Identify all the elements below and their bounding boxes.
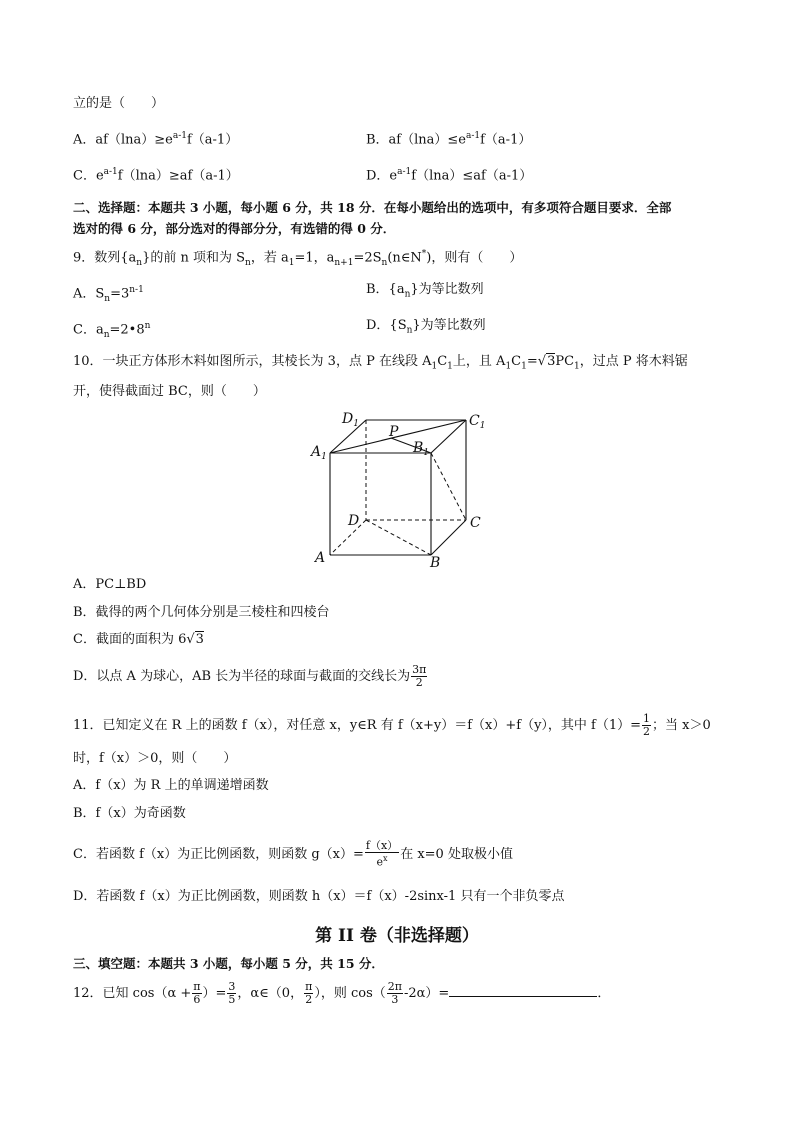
frac-num: 3π bbox=[412, 663, 427, 676]
q10-option-a: A．PC⊥BD bbox=[73, 577, 147, 592]
q11-option-a: A．f（x）为 R 上的单调递增函数 bbox=[73, 778, 269, 793]
q9-c-text: C．a bbox=[73, 322, 104, 338]
q10-s1c: 上，且 A bbox=[452, 354, 506, 369]
frac-den: 5 bbox=[228, 993, 236, 1006]
q12-frac4 bbox=[387, 981, 403, 1006]
q9-sub: n bbox=[245, 257, 251, 268]
section3-heading: 三、填空题：本题共 3 小题，每小题 5 分，共 15 分． bbox=[73, 956, 384, 971]
label-d1: $D_1$ bbox=[342, 411, 359, 429]
q10-stem-line1: 10．一块正方体形木料如图所示，其棱长为 3，点 P 在线段 $A_1C_1$上，且 $A_1C_1=√3PC_1$，过点 P 将木料锯 bbox=[73, 354, 688, 372]
label-c1: $C_1$ bbox=[469, 413, 486, 431]
q11-option-c bbox=[73, 840, 513, 869]
q9-stem-a: 9．数列{a bbox=[73, 250, 137, 266]
q10-s1d: C bbox=[511, 354, 522, 369]
q12-end: ． bbox=[597, 986, 611, 1001]
q9-c-mid: =2•8 bbox=[109, 322, 145, 338]
q9-stem-e: =2S bbox=[353, 250, 382, 266]
q12-answer-blank[interactable] bbox=[449, 982, 597, 997]
q9-a-sup: n-1 bbox=[129, 285, 144, 295]
q9-a-mid: =3 bbox=[110, 286, 130, 302]
q8-a-end: f（a-1） bbox=[186, 132, 239, 148]
q9-a-text: A．S bbox=[73, 286, 105, 302]
q8-stem-end: 立的是（ ） bbox=[73, 96, 165, 111]
frac-num: 3 bbox=[228, 980, 236, 993]
q8-a-sup: a-1 bbox=[172, 131, 187, 141]
q9-stem-c: ，若 a bbox=[250, 250, 289, 266]
label-c: C bbox=[470, 515, 481, 531]
q8-c-text: C．e bbox=[73, 168, 104, 184]
segment-b1c-hidden bbox=[431, 453, 466, 520]
q11-stem-line1 bbox=[73, 713, 711, 738]
q9-d-end: }为等比数列 bbox=[412, 318, 486, 333]
q12-e: -2α）= bbox=[403, 986, 450, 1001]
q8-d-text: D．e bbox=[366, 168, 398, 184]
q9-sub: n bbox=[381, 257, 388, 268]
q10-s1b: C bbox=[437, 354, 448, 369]
q9-sub: 1 bbox=[288, 257, 295, 268]
q10-c-text: C．截面的面积为 6 bbox=[73, 632, 187, 647]
edge-db-hidden bbox=[366, 520, 431, 555]
frac-num: 2π bbox=[387, 980, 402, 993]
q10-sub: 1 bbox=[447, 361, 453, 372]
q9-stem-d: =1，a bbox=[294, 250, 335, 266]
q9-a-sub: n bbox=[104, 293, 111, 304]
frac-num: π bbox=[305, 980, 313, 993]
q9-option-a bbox=[73, 281, 144, 308]
q10-d-text: D．以点 A 为球心，AB 长为半径的球面与截面的交线长为 bbox=[73, 669, 411, 684]
q10-c-sqrt: 3 bbox=[195, 632, 204, 647]
q10-option-d bbox=[73, 664, 428, 689]
q11-s1a: 11．已知定义在 R 上的函数 f（x），对任意 x，y∈R 有 f（x+y）＝f（x）+f（y），其中 f（1）= bbox=[73, 718, 642, 733]
q9-c-sup: n bbox=[144, 321, 151, 331]
section2-line1: 二、选择题：本题共 3 小题，每小题 6 分，共 18 分．在每小题给出的选项中，有多项符合题目要求．全部 bbox=[73, 200, 672, 215]
q8-d-sup: a-1 bbox=[397, 167, 412, 177]
q9-option-b bbox=[366, 281, 484, 304]
q10-sub: 1 bbox=[505, 361, 512, 372]
frac-num: π bbox=[193, 980, 201, 993]
q8-option-a bbox=[73, 127, 238, 149]
q10-s1f: PC bbox=[555, 354, 575, 369]
q8-b-end: f（a-1） bbox=[480, 132, 532, 148]
q12-stem bbox=[73, 981, 610, 1006]
q10-option-c: C．截面的面积为 6√3 bbox=[73, 632, 204, 647]
label-p: P bbox=[389, 424, 399, 440]
q8-option-b bbox=[366, 127, 531, 149]
edge-bc bbox=[431, 520, 466, 555]
frac-num: 1 bbox=[643, 712, 651, 725]
edge-c1b1 bbox=[431, 420, 466, 453]
frac-den-base: e bbox=[376, 855, 384, 869]
q11-c-end: 在 x=0 处取极小值 bbox=[400, 846, 513, 862]
part2-title: 第 II 卷（非选择题） bbox=[315, 926, 479, 946]
q12-frac1 bbox=[192, 981, 201, 1006]
q9-b-text: B．{a bbox=[366, 282, 405, 297]
frac-den: 2 bbox=[415, 676, 423, 689]
q10-d-fraction bbox=[411, 664, 427, 689]
q9-stem-b: }的前 n 项和为 S bbox=[142, 250, 246, 266]
q12-a: 12．已知 cos（α + bbox=[73, 986, 192, 1001]
q11-fraction bbox=[642, 713, 651, 738]
q9-stem-g: )，则有（ ） bbox=[426, 250, 523, 266]
q9-b-sub: n bbox=[404, 289, 411, 300]
q8-a-text: A．af（lna）≥e bbox=[73, 132, 173, 148]
label-a: A bbox=[315, 550, 326, 566]
q9-d-text: D．{S bbox=[366, 318, 407, 333]
frac-den: 6 bbox=[193, 993, 201, 1006]
q11-option-b: B．f（x）为奇函数 bbox=[73, 806, 186, 821]
q10-sub: 1 bbox=[521, 361, 527, 372]
cube-figure bbox=[300, 404, 500, 576]
q11-c-fraction bbox=[365, 840, 399, 869]
q11-option-d: D．若函数 f（x）为正比例函数，则函数 h（x）＝f（x）-2sinx-1 只有一个非负零点 bbox=[73, 889, 565, 904]
q9-sub: n bbox=[136, 257, 143, 268]
q11-c-text: C．若函数 f（x）为正比例函数，则函数 g（x）= bbox=[73, 846, 364, 862]
frac-den bbox=[376, 853, 389, 869]
q10-sub: 1 bbox=[431, 361, 438, 372]
q9-c-sub: n bbox=[103, 329, 110, 340]
q9-stem-f: (n∈N bbox=[387, 250, 422, 266]
frac-den: 3 bbox=[391, 993, 399, 1006]
q9-d-sub: n bbox=[406, 325, 413, 336]
q9-sub: n+1 bbox=[334, 257, 354, 268]
q9-option-c bbox=[73, 317, 150, 344]
q8-b-text: B．af（lna）≤e bbox=[366, 132, 466, 148]
q10-sqrt: 3 bbox=[547, 354, 556, 369]
label-b1: $B_1$ bbox=[413, 440, 430, 458]
q12-d: ），则 cos（ bbox=[314, 986, 386, 1001]
q8-c-sup: a-1 bbox=[103, 167, 118, 177]
q10-sub: 1 bbox=[574, 361, 580, 372]
q12-b: ）= bbox=[202, 986, 227, 1001]
q12-frac3 bbox=[304, 981, 313, 1006]
q8-d-end: f（lna）≤af（a-1） bbox=[411, 168, 533, 184]
q11-stem-line2: 时，f（x）＞0，则（ ） bbox=[73, 751, 237, 766]
q8-option-d bbox=[366, 163, 532, 185]
q11-s1b: ；当 x＞0 bbox=[652, 718, 711, 733]
section2-line2: 选对的得 6 分，部分选对的得部分分，有选错的得 0 分． bbox=[73, 221, 396, 236]
q12-frac2 bbox=[227, 981, 236, 1006]
q8-c-end: f（lna）≥af（a-1） bbox=[117, 168, 239, 184]
q10-stem-line2: 开，使得截面过 BC，则（ ） bbox=[73, 384, 266, 399]
q9-sup: * bbox=[421, 249, 427, 259]
frac-num: f（x） bbox=[365, 839, 399, 852]
label-a1: $A_1$ bbox=[311, 444, 327, 462]
q8-option-c bbox=[73, 163, 239, 185]
q8-b-sup: a-1 bbox=[465, 131, 481, 141]
label-d: D bbox=[348, 513, 360, 529]
frac-den: 2 bbox=[643, 725, 651, 738]
label-b: B bbox=[430, 555, 441, 571]
frac-den-sup: x bbox=[383, 854, 388, 863]
q10-option-b: B．截得的两个几何体分别是三棱柱和四棱台 bbox=[73, 605, 330, 620]
q10-s1e: = bbox=[526, 354, 538, 369]
q12-c: ，α∈（0， bbox=[237, 986, 304, 1001]
q9-option-d bbox=[366, 317, 486, 340]
q10-s1a: 10．一块正方体形木料如图所示，其棱长为 3，点 P 在线段 A bbox=[73, 354, 432, 369]
q10-s1g: ，过点 P 将木料锯 bbox=[579, 354, 688, 369]
q9-b-end: }为等比数列 bbox=[410, 282, 484, 297]
frac-den: 2 bbox=[305, 993, 313, 1006]
q9-stem bbox=[73, 245, 522, 272]
